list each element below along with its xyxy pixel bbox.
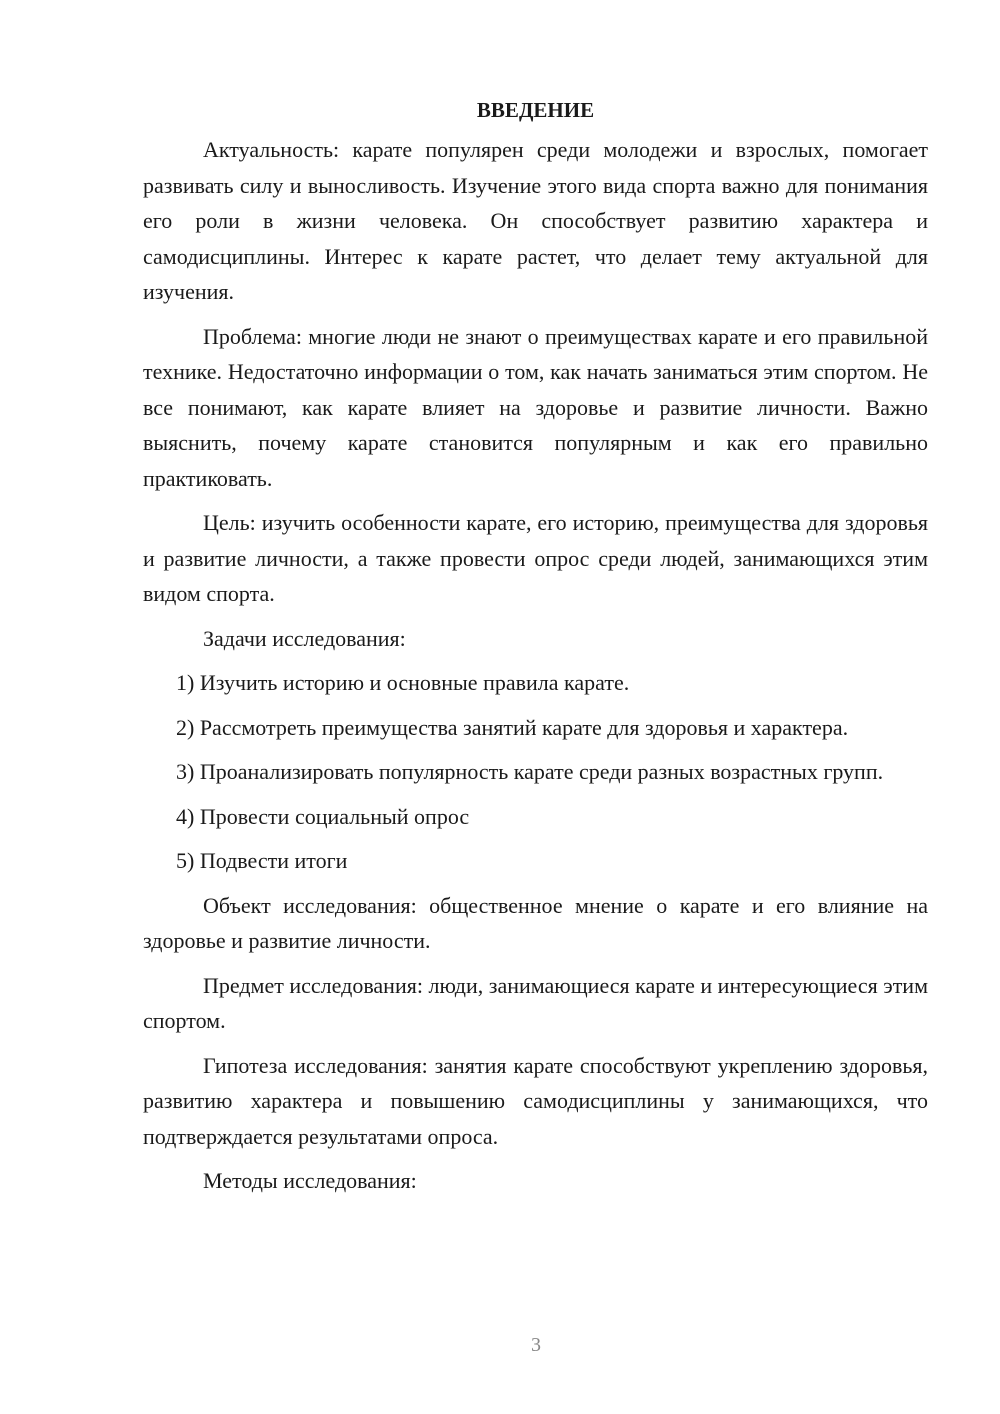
task-item-3: 3) Проанализировать популярность карате среди разных возрастных групп. bbox=[176, 759, 884, 784]
page-title: ВВЕДЕНИЕ bbox=[476, 98, 595, 122]
methods-heading: Методы исследования: bbox=[203, 1168, 417, 1193]
paragraph-relevance: Актуальность: карате популярен среди молодежи и взрослых, помогает развивать силу и выносливость. Изучение этого вида спорта важно для понимания его роли в жизни человека. Он способствует развитию характера и самодисциплины. Интерес к карате растет, что делает тему актуальной для изучения. bbox=[143, 137, 928, 304]
document-body bbox=[143, 96, 928, 1208]
task-item-1: 1) Изучить историю и основные правила карате. bbox=[176, 670, 630, 695]
page-number: 3 bbox=[531, 1334, 541, 1356]
task-item-5: 5) Подвести итоги bbox=[176, 848, 348, 873]
paragraph-goal: Цель: изучить особенности карате, его историю, преимущества для здоровья и развитие личности, а также провести опрос среди людей, занимающихся этим видом спорта. bbox=[143, 510, 928, 606]
paragraph-object: Объект исследования: общественное мнение о карате и его влияние на здоровье и развитие личности. bbox=[143, 892, 928, 953]
paragraph-subject: Предмет исследования: люди, занимающиеся карате и интересующиеся этим спортом. bbox=[143, 972, 928, 1033]
tasks-heading: Задачи исследования: bbox=[203, 625, 406, 651]
task-item-4: 4) Провести социальный опрос bbox=[176, 803, 470, 829]
task-item-2: 2) Рассмотреть преимущества занятий карате для здоровья и характера. bbox=[176, 714, 849, 740]
paragraph-problem: Проблема: многие люди не знают о преимуществах карате и его правильной технике. Недостаточно информации о том, как начать заниматься этим спортом. Не все понимают, как карате влияет на здоровье и развитие личности. Важно выяснить, почему карате становится популярным и как его правильно практиковать. bbox=[143, 323, 928, 491]
paragraph-hypothesis: Гипотеза исследования: занятия карате способствуют укреплению здоровья, развитию характера и повышению самодисциплины у занимающихся, что подтверждается результатами опроса. bbox=[143, 1052, 928, 1149]
